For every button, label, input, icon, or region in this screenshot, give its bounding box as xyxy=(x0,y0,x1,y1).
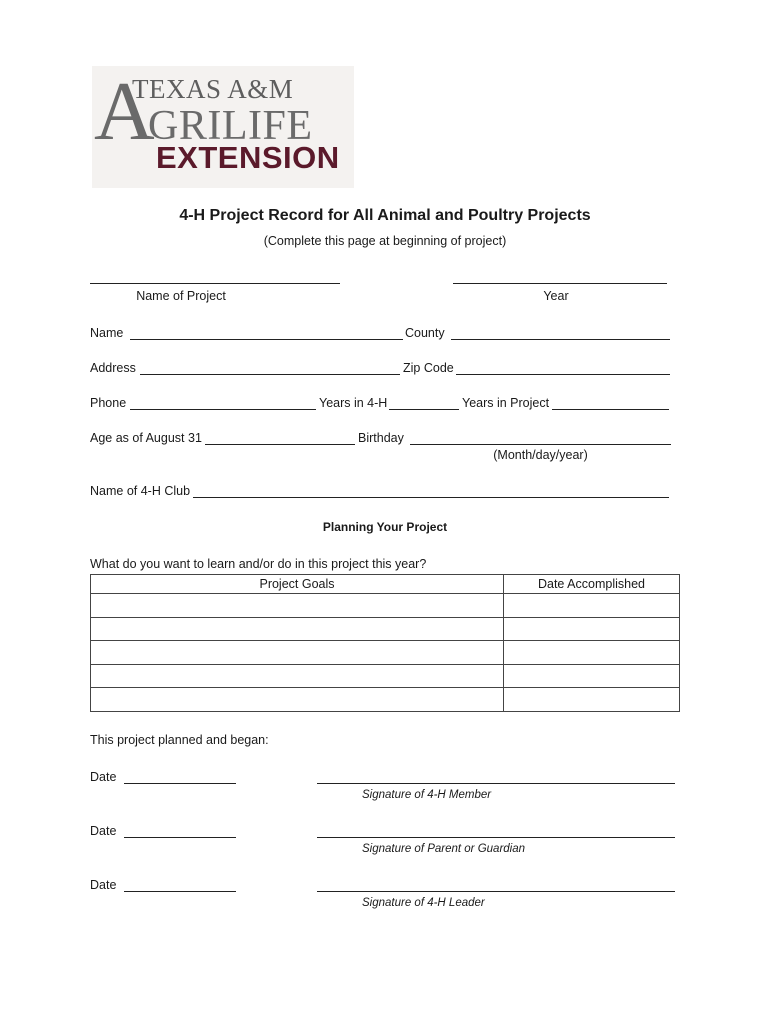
planning-heading: Planning Your Project xyxy=(322,520,448,534)
birthday-field[interactable] xyxy=(410,444,671,445)
project-name-line[interactable] xyxy=(90,283,340,284)
page-subtitle: (Complete this page at beginning of project) xyxy=(263,234,507,248)
years-in-project-label: Years in Project xyxy=(462,396,550,410)
date-cell[interactable] xyxy=(504,688,680,712)
date-cell[interactable] xyxy=(504,641,680,665)
goal-cell[interactable] xyxy=(91,617,504,641)
date-label-member: Date xyxy=(90,770,117,784)
logo-agrilife: GRILIFE xyxy=(148,103,313,149)
years-in-4h-field[interactable] xyxy=(389,409,459,410)
county-field[interactable] xyxy=(451,339,670,340)
signature-line-parent[interactable] xyxy=(317,837,675,838)
logo-initial: A xyxy=(94,65,155,158)
signature-line-leader[interactable] xyxy=(317,891,675,892)
address-field[interactable] xyxy=(140,374,400,375)
logo-texas-am: TEXAS A&M xyxy=(132,74,294,104)
goal-cell[interactable] xyxy=(91,594,504,618)
phone-field[interactable] xyxy=(130,409,316,410)
table-row xyxy=(91,688,680,712)
signature-label-parent: Signature of Parent or Guardian xyxy=(362,843,526,855)
zip-code-label: Zip Code xyxy=(403,361,454,375)
years-in-4h-label: Years in 4-H xyxy=(319,396,388,410)
table-row xyxy=(91,664,680,688)
date-cell[interactable] xyxy=(504,594,680,618)
address-label: Address xyxy=(90,361,136,375)
county-label: County xyxy=(405,326,445,340)
club-field[interactable] xyxy=(193,497,669,498)
club-label: Name of 4-H Club xyxy=(90,484,191,498)
signature-label-member: Signature of 4-H Member xyxy=(362,789,492,801)
name-label: Name xyxy=(90,326,124,340)
birthday-label: Birthday xyxy=(358,431,404,445)
date-cell[interactable] xyxy=(504,664,680,688)
year-label: Year xyxy=(543,289,569,303)
age-label: Age as of August 31 xyxy=(90,431,202,445)
planning-question: What do you want to learn and/or do in this project this year? xyxy=(90,557,427,571)
began-statement: This project planned and began: xyxy=(90,733,269,747)
date-cell[interactable] xyxy=(504,617,680,641)
year-line[interactable] xyxy=(453,283,667,284)
age-field[interactable] xyxy=(205,444,355,445)
name-field[interactable] xyxy=(130,339,403,340)
signature-label-leader: Signature of 4-H Leader xyxy=(362,897,485,909)
table-row xyxy=(91,617,680,641)
date-label-parent: Date xyxy=(90,824,117,838)
phone-label: Phone xyxy=(90,396,127,410)
table-row xyxy=(91,641,680,665)
date-field-leader[interactable] xyxy=(124,891,236,892)
birthday-format-hint: (Month/day/year) xyxy=(493,448,588,462)
date-field-member[interactable] xyxy=(124,783,236,784)
zip-code-field[interactable] xyxy=(456,374,670,375)
date-accomplished-column-header: Date Accomplished xyxy=(504,575,680,594)
goal-cell[interactable] xyxy=(91,641,504,665)
signature-line-member[interactable] xyxy=(317,783,675,784)
page-title: 4-H Project Record for All Animal and Poultry Projects xyxy=(179,207,591,224)
name-of-project-label: Name of Project xyxy=(136,289,226,303)
date-field-parent[interactable] xyxy=(124,837,236,838)
goal-cell[interactable] xyxy=(91,688,504,712)
years-in-project-field[interactable] xyxy=(552,409,669,410)
table-row xyxy=(91,594,680,618)
date-label-leader: Date xyxy=(90,878,117,892)
goal-cell[interactable] xyxy=(91,664,504,688)
logo-extension: EXTENSION xyxy=(156,140,340,175)
goals-column-header: Project Goals xyxy=(91,575,504,594)
goals-table xyxy=(90,574,680,712)
